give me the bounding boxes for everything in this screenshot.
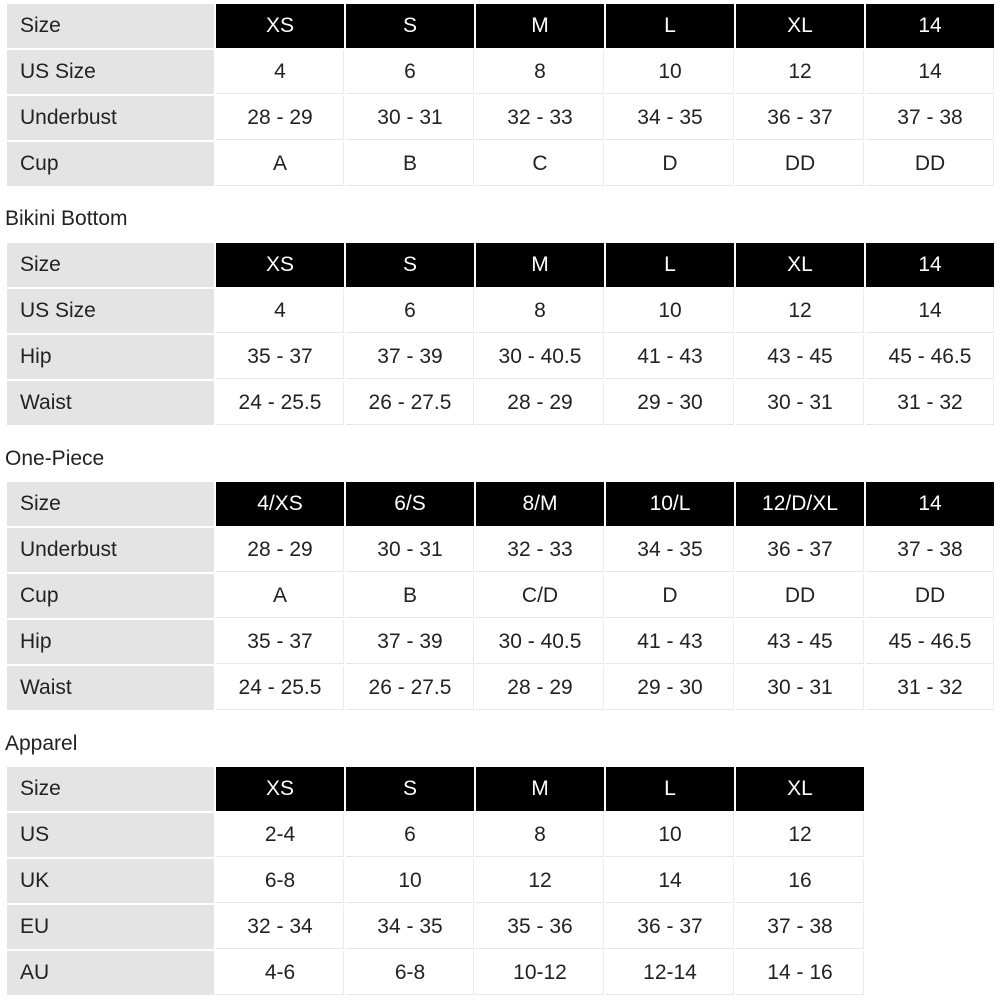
- table-cell: 12-14: [606, 951, 734, 997]
- row-label: Cup: [7, 142, 214, 188]
- section-title-apparel: Apparel: [5, 732, 78, 755]
- table-cell: 6-8: [346, 951, 474, 997]
- table-cell: 28 - 29: [476, 381, 604, 427]
- table-cell: DD: [866, 142, 994, 188]
- table-cell: 28 - 29: [476, 666, 604, 712]
- table-cell: 35 - 37: [216, 335, 344, 381]
- table-cell: 32 - 34: [216, 905, 344, 951]
- table-cell: 30 - 31: [346, 96, 474, 142]
- table-cell: 10-12: [476, 951, 604, 997]
- table-row: [7, 50, 994, 96]
- size-table-bikini-bottom: [5, 243, 996, 427]
- row-label: US Size: [7, 289, 214, 335]
- size-table-apparel: [5, 767, 866, 997]
- table-row: [7, 666, 994, 712]
- table-cell: 34 - 35: [606, 528, 734, 574]
- size-header-cell: XL: [736, 243, 864, 289]
- table-cell: 30 - 40.5: [476, 335, 604, 381]
- size-header-cell: XS: [216, 767, 344, 813]
- size-header-cell: S: [346, 767, 474, 813]
- table-cell: DD: [736, 574, 864, 620]
- table-cell: B: [346, 574, 474, 620]
- size-header-cell: XL: [736, 4, 864, 50]
- table-cell: 45 - 46.5: [866, 335, 994, 381]
- table-cell: 14 - 16: [736, 951, 864, 997]
- row-label: Underbust: [7, 528, 214, 574]
- size-header-cell: M: [476, 243, 604, 289]
- table-row: [7, 528, 994, 574]
- table-cell: 31 - 32: [866, 381, 994, 427]
- table-row: [7, 142, 994, 188]
- table-cell: 8: [476, 813, 604, 859]
- table-cell: 6: [346, 50, 474, 96]
- table-cell: 45 - 46.5: [866, 620, 994, 666]
- header-row: [7, 767, 864, 813]
- table-cell: 43 - 45: [736, 335, 864, 381]
- table-cell: C/D: [476, 574, 604, 620]
- section-title-bikini-bottom: Bikini Bottom: [5, 207, 128, 230]
- table-cell: 28 - 29: [216, 96, 344, 142]
- table-row: [7, 96, 994, 142]
- table-cell: 14: [866, 289, 994, 335]
- table-cell: 36 - 37: [736, 528, 864, 574]
- table-cell: 6-8: [216, 859, 344, 905]
- table-cell: D: [606, 574, 734, 620]
- size-table-one-piece: [5, 482, 996, 712]
- table-cell: 10: [606, 813, 734, 859]
- table-cell: 34 - 35: [346, 905, 474, 951]
- table-cell: 24 - 25.5: [216, 381, 344, 427]
- table-cell: 37 - 39: [346, 335, 474, 381]
- table-cell: B: [346, 142, 474, 188]
- table-cell: 36 - 37: [736, 96, 864, 142]
- table-cell: 8: [476, 289, 604, 335]
- table-cell: 43 - 45: [736, 620, 864, 666]
- table-cell: 10: [606, 50, 734, 96]
- table-cell: 31 - 32: [866, 666, 994, 712]
- size-header-cell: S: [346, 243, 474, 289]
- table-cell: DD: [736, 142, 864, 188]
- row-label: US Size: [7, 50, 214, 96]
- size-header-cell: 14: [866, 4, 994, 50]
- table-cell: C: [476, 142, 604, 188]
- table-cell: 4: [216, 289, 344, 335]
- table-cell: 26 - 27.5: [346, 381, 474, 427]
- table-cell: 6: [346, 813, 474, 859]
- table-cell: D: [606, 142, 734, 188]
- row-label: Underbust: [7, 96, 214, 142]
- table-cell: 36 - 37: [606, 905, 734, 951]
- table-cell: 41 - 43: [606, 620, 734, 666]
- table-cell: A: [216, 574, 344, 620]
- table-cell: 12: [736, 50, 864, 96]
- table-cell: 30 - 31: [736, 666, 864, 712]
- table-row: [7, 289, 994, 335]
- table-cell: A: [216, 142, 344, 188]
- size-header-cell: 6/S: [346, 482, 474, 528]
- size-header-cell: XS: [216, 4, 344, 50]
- row-label: Hip: [7, 335, 214, 381]
- table-cell: 32 - 33: [476, 528, 604, 574]
- table-cell: 41 - 43: [606, 335, 734, 381]
- table-row: [7, 813, 864, 859]
- row-label: EU: [7, 905, 214, 951]
- table-cell: 32 - 33: [476, 96, 604, 142]
- row-label: Waist: [7, 666, 214, 712]
- table-cell: 37 - 38: [866, 96, 994, 142]
- table-cell: 35 - 37: [216, 620, 344, 666]
- table-cell: 14: [606, 859, 734, 905]
- row-label: UK: [7, 859, 214, 905]
- table-cell: 16: [736, 859, 864, 905]
- table-cell: 4-6: [216, 951, 344, 997]
- size-header-cell: M: [476, 767, 604, 813]
- table-cell: 24 - 25.5: [216, 666, 344, 712]
- table-cell: 4: [216, 50, 344, 96]
- row-label: Size: [7, 243, 214, 289]
- table-cell: 29 - 30: [606, 381, 734, 427]
- table-cell: 8: [476, 50, 604, 96]
- size-header-cell: 4/XS: [216, 482, 344, 528]
- row-label: Size: [7, 482, 214, 528]
- table-cell: 37 - 38: [736, 905, 864, 951]
- table-cell: 37 - 38: [866, 528, 994, 574]
- header-row: [7, 482, 994, 528]
- table-cell: 12: [736, 289, 864, 335]
- size-table-top: [5, 4, 996, 188]
- size-header-cell: L: [606, 243, 734, 289]
- table-cell: 12: [736, 813, 864, 859]
- table-cell: 35 - 36: [476, 905, 604, 951]
- header-row: [7, 243, 994, 289]
- row-label: Size: [7, 767, 214, 813]
- table-cell: 28 - 29: [216, 528, 344, 574]
- row-label: Size: [7, 4, 214, 50]
- table-cell: 2-4: [216, 813, 344, 859]
- row-label: Waist: [7, 381, 214, 427]
- header-row: [7, 4, 994, 50]
- table-cell: 30 - 40.5: [476, 620, 604, 666]
- size-header-cell: M: [476, 4, 604, 50]
- size-header-cell: XL: [736, 767, 864, 813]
- size-header-cell: 10/L: [606, 482, 734, 528]
- table-cell: 10: [606, 289, 734, 335]
- table-row: [7, 859, 864, 905]
- size-header-cell: L: [606, 767, 734, 813]
- table-cell: 10: [346, 859, 474, 905]
- table-cell: 29 - 30: [606, 666, 734, 712]
- row-label: US: [7, 813, 214, 859]
- table-cell: DD: [866, 574, 994, 620]
- table-row: [7, 905, 864, 951]
- table-row: [7, 620, 994, 666]
- table-cell: 6: [346, 289, 474, 335]
- table-cell: 26 - 27.5: [346, 666, 474, 712]
- table-cell: 14: [866, 50, 994, 96]
- table-row: [7, 335, 994, 381]
- size-header-cell: L: [606, 4, 734, 50]
- row-label: Hip: [7, 620, 214, 666]
- section-title-one-piece: One-Piece: [5, 447, 105, 470]
- size-header-cell: 12/D/XL: [736, 482, 864, 528]
- table-row: [7, 574, 994, 620]
- table-cell: 34 - 35: [606, 96, 734, 142]
- table-row: [7, 381, 994, 427]
- size-header-cell: 14: [866, 243, 994, 289]
- table-cell: 30 - 31: [346, 528, 474, 574]
- size-header-cell: XS: [216, 243, 344, 289]
- table-cell: 12: [476, 859, 604, 905]
- size-header-cell: 14: [866, 482, 994, 528]
- table-cell: 37 - 39: [346, 620, 474, 666]
- size-header-cell: 8/M: [476, 482, 604, 528]
- row-label: AU: [7, 951, 214, 997]
- table-row: [7, 951, 864, 997]
- table-cell: 30 - 31: [736, 381, 864, 427]
- row-label: Cup: [7, 574, 214, 620]
- size-header-cell: S: [346, 4, 474, 50]
